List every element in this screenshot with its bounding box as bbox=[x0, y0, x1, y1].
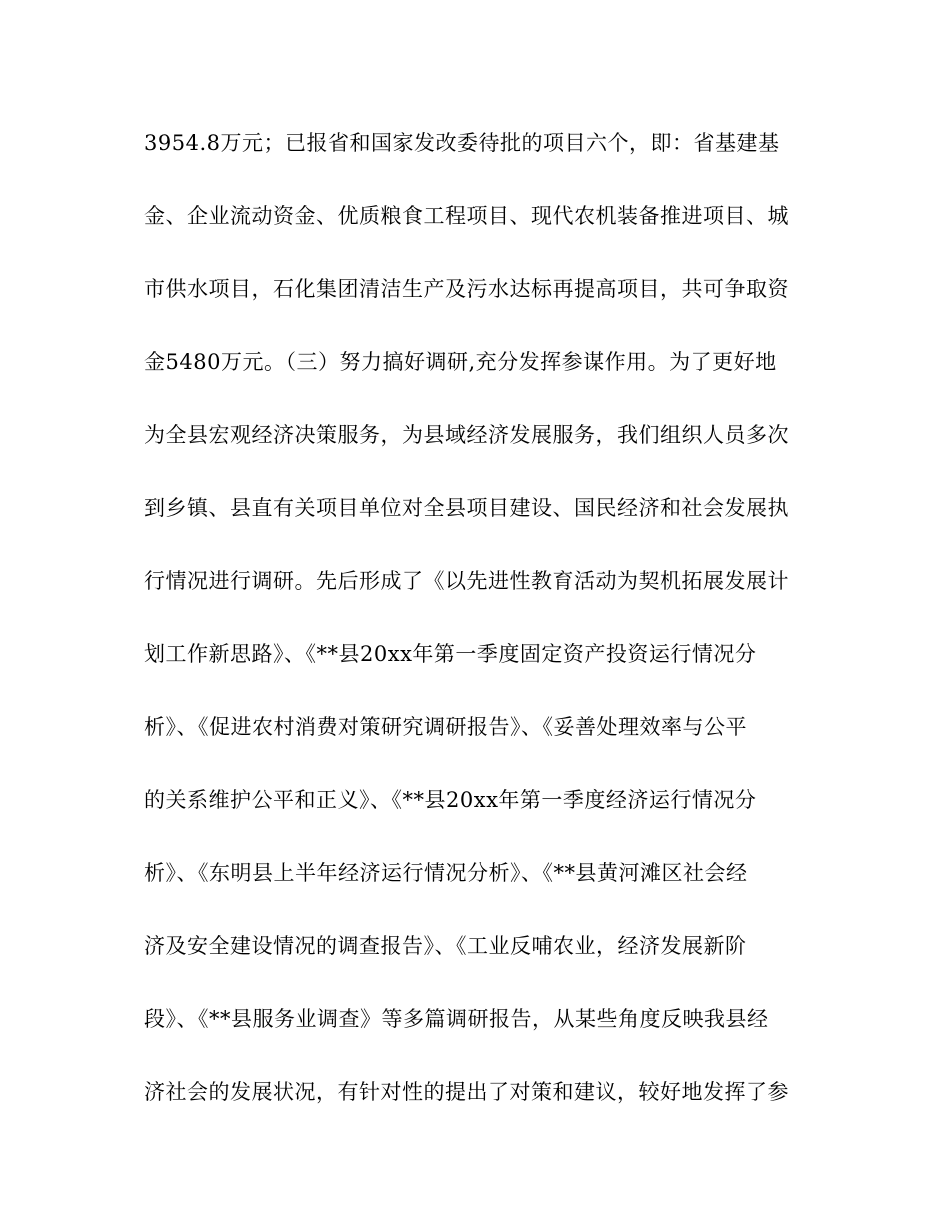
text-line-10: 的关系维护公平和正义》、《**县20xx年第一季度经济运行情况分 bbox=[144, 788, 757, 812]
text-line-1: 3954.8万元；已报省和国家发改委待批的项目六个，即：省基建基 bbox=[144, 131, 780, 155]
text-line-14: 济社会的发展状况，有针对性的提出了对策和建议，较好地发挥了参 bbox=[144, 1080, 789, 1104]
text-line-7: 行情况进行调研。先后形成了《以先进性教育活动为契机拓展发展计 bbox=[144, 569, 789, 593]
text-line-13: 段》、《**县服务业调查》等多篇调研报告，从某些角度反映我县经 bbox=[144, 1007, 769, 1031]
text-line-4: 金5480万元。（三）努力搞好调研,充分发挥参谋作用。为了更好地 bbox=[144, 350, 777, 374]
text-line-8: 划工作新思路》、《**县20xx年第一季度固定资产投资运行情况分 bbox=[144, 642, 757, 666]
text-line-2: 金、企业流动资金、优质粮食工程项目、现代农机装备推进项目、城 bbox=[144, 204, 789, 228]
body-text bbox=[144, 123, 824, 1145]
text-line-11: 析》、《东明县上半年经济运行情况分析》、《**县黄河滩区社会经 bbox=[144, 861, 748, 885]
text-line-12: 济及安全建设情况的调查报告》、《工业反哺农业，经济发展新阶 bbox=[144, 934, 747, 958]
text-line-3: 市供水项目，石化集团清洁生产及污水达标再提高项目，共可争取资 bbox=[144, 277, 789, 301]
text-line-9: 析》、《促进农村消费对策研究调研报告》、《妥善处理效率与公平 bbox=[144, 715, 747, 739]
text-line-6: 到乡镇、县直有关项目单位对全县项目建设、国民经济和社会发展执 bbox=[144, 496, 789, 520]
text-line-5: 为全县宏观经济决策服务，为县域经济发展服务，我们组织人员多次 bbox=[144, 423, 789, 447]
